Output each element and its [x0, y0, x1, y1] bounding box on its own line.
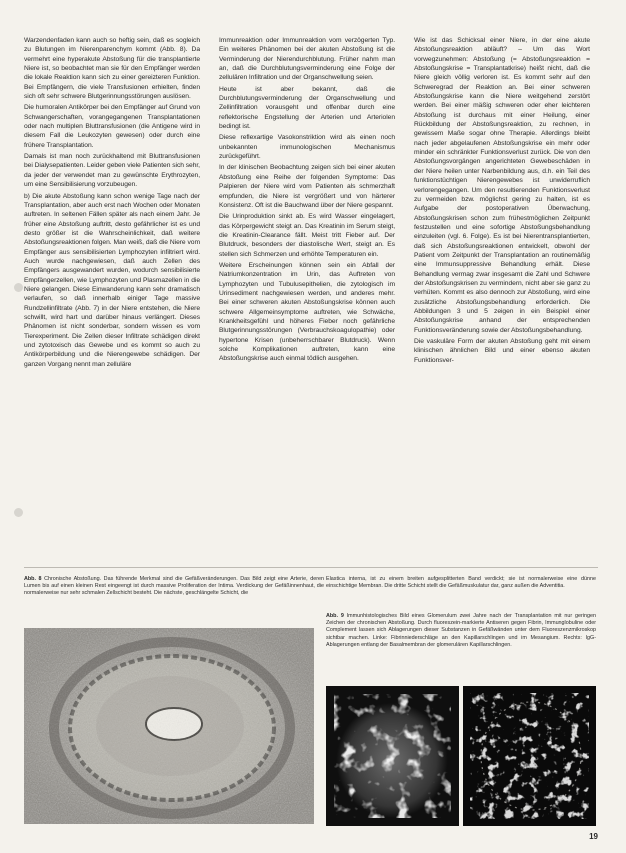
paragraph: Warzendenfaden kann auch so heftig sein, daß es sogleich zu Blutungen im Nierenparenchym kommt (Abb. 8). Da vermehrt eine hyperakute Abstoßung für die transplantierte Niere ist, so beobachtet man sie für den Empfänger werden die lokale Reaktion kann sich zu einer gereizteren Funktion. Bei Empfängern, die viele Transfusionen erhielten, finden sich oft sehr schwere Blutgerinnungsstörungen auslösen. [24, 37, 200, 101]
paragraph: Immunreaktion oder Immunreaktion vom verzögerten Typ. Ein weiteres Phänomen bei der akuten Abstoßung ist die Verminderung der Nierendurchblutung. Früher nahm man an, daß die Durchblutungsverminderung eine Folge der zellulären Infiltration und der Organschwellung seien. [219, 37, 395, 82]
binder-hole [14, 283, 23, 292]
figure-8-micrograph [24, 628, 314, 824]
section-divider [24, 567, 598, 568]
paragraph: Heute ist aber bekannt, daß die Durchblutungsverminderung der Organschwellung und Zellinfiltration vorausgeht und offenbar durch eine reflektorische Engstellung der Arterien und Arteriolen bedingt ist. [219, 85, 395, 131]
paragraph: Die vaskuläre Form der akuten Abstoßung geht mit einem klinischen ähnlichen Bild und einer ebenso akuten Funktionsver- [414, 338, 590, 364]
figure-9-caption [326, 613, 596, 681]
paragraph: Wie ist das Schicksal einer Niere, in der eine akute Abstoßungsreaktion abläuft? – Um das Wort vorwegzunehmen: Abstoßung (= Abstoßungsreaktion = Abstoßungskrise = Transplantatkrise) heißt nicht, daß die Niere gleich völlig verloren ist. Es kommt sehr auf den Schweregrad der Reaktion an. Bei einer schweren Abstoßungskrise kann die Niere weitgehend zerstört werden. Bei einer mäßig schweren oder eher leichteren Abstoßung ist durchaus mit einer Heilung, einer Rückbildung der Abstoßungsreaktion, zu rechnen, in gewissem Maße sogar ohne Therapie. Allerdings bleibt nach jeder abgelaufenen Abstoßungskrise ein mehr oder minder ein schränkter Funktionsverlust zurück. Die von den Abstoßungsvorgängen angerichteten Gewebeschäden in der Niere heilen unter Narbenbildung aus, d.h. ein Teil des funktionstüchtigen Nierengewebes ist unwiderruflich verlorengegangen. Um den resultierenden Funktionsverlust zu vermeiden bzw. möglichst gering zu halten, ist es Aufgabe der postoperativen Überwachung, Abstoßungskrisen schon zum frühestmöglichen Zeitpunkt festzustellen und eine sofortige Abstoßungsbehandlung einzuleiten (vgl. 6. Folge). Es ist bei Nierentransplantierten, daß sich Abstoßungsreaktionen entwickelt, obwohl der Patient vom Zeitpunkt der Transplantation an routinemäßig eine Immunsuppressive Behandlung erhält. Diese Behandlung vermag zwar insgesamt die Zahl und Schwere der Abstoßungskrisen zu vermindern, nicht aber sie ganz zu verhüten. Kommt es also dennoch zur Abstoßung, wird eine zusätzliche Abstoßungsbehandlung erforderlich. Die Abbildungen 3 und 5 zeigen in ein Beispiel einer Abstoßungskrise anhand der entsprechenden Funktionsveränderung sowie der Abstoßungsbehandlung. [414, 37, 590, 334]
text-column-1 [24, 36, 200, 560]
figure-8-caption-continued [326, 576, 596, 600]
paragraph: Diese reflexartige Vasokonstriktion wird als einen noch unbekannten immunologischen Mechanismus zurückgeführt. [219, 134, 395, 161]
figure-9-fibrin-fluorescence-image [326, 686, 459, 826]
page-number: 19 [589, 832, 598, 841]
binder-hole [14, 508, 23, 517]
figure-9-label: Abb. 9 [326, 613, 344, 619]
paragraph: In der klinischen Beobachtung zeigen sich bei einer akuten Abstoßung eine Reihe der folgenden Symptome: Das Palpieren der Niere wird vom Patienten als schmerzhaft empfunden, die Niere ist vergrößert und von härterer Konsistenz. Oft ist die Bauchwand über der Niere gespannt. [219, 164, 395, 209]
figure-8-caption-continued-text: Elastica interna, ist zu einem breiten aufgesplitterten Band verdickt; sie ist normalerweise eine dünne einschichtige Membran. Die dritte Schicht stellt die Gefäßmuskulatur dar, ganz außen die Adventitia. [326, 576, 596, 590]
text-column-3 [414, 36, 590, 560]
paragraph: Weitere Erscheinungen können sein ein Abfall der Natriumkonzentration im Urin, das Auftreten von Lymphozyten und Tubulusepithelien, die zytologisch im Urinsediment nachgewiesen werden, und anderes mehr. Bei einer schweren akuten Abstoßungskrise können auch schwere Allgemeinsymptome auftreten, wie Schwäche, Krankheitsgefühl und höheres Fieber noch gefährliche Blutgerinnungsstörungen (Verbrauchskoagulopathie) oder hypertone Krisen (unbeherrschbarer Blutdruck). Wenn solche Komplikationen auftreten, kann eine Abstoßungskrise auch einmal tödlich ausgehen. [219, 261, 395, 363]
paragraph: Die humoralen Antikörper bei den Empfänger auf Grund von Schwangerschaften, vorangegangenen Transplantationen oder nach multiplen Bluttransfusionen (die Antigene wird in diesem Fall die Leukozyten gewesen) oder durch eine frühere Transplantation. [24, 104, 200, 149]
figure-8-caption-text: Chronische Abstoßung. Das führende Merkmal sind die Gefäßveränderungen. Das Bild zeigt eine Arterie, deren Lumen bis auf einen kleinen Rest eingeengt ist durch massive Proliferation der Intima. Verdickung der Gefäßinnenhaut, die normalerweise nur sehr schmalen Zellschicht besteht. Die nächste, geschlängelte Schicht, die [24, 576, 324, 597]
paragraph: b) Die akute Abstoßung kann schon wenige Tage nach der Transplantation, aber auch erst nach Wochen oder Monaten auftreten. In seltenen Fällen später als nach einem Jahr. Je früher eine Abstoßung auftritt, desto gefährlicher ist es und desto größer ist die Wahrscheinlichkeit, daß weitere Abstoßungsreaktionen folgen. Man weiß, daß die Niere vom Empfänger aus sensibilisierten Lymphozyten infiltriert wird. Auch wurde nachgewiesen, daß auch Zellen des Empfängers ausgewandert wurden, wodurch sensibilisierte Empfängerzellen, wie Lymphozyten und Plasmazellen in die Niere gelangen. Diese Einwanderung kann sehr dramatisch verlaufen, so daß innerhalb einiger Tage massive Rundzellinfiltrate (Abb. 7) in der Niere entstehen, die Niere schwillt, wird hart und darüber hinaus verlängert. Dieses Phänomen ist nicht sonderbar, sondern wissen es vom Tierexperiment. Die Zellen dieser Infiltrate schädigen direkt und zytotoxisch das Gewebe und es kommt so auch zu Antikörperbildung und die Nierengewebe schädigen. Der ganzen Vorgang nennt man zelluläre [24, 192, 200, 368]
figure-8-caption [24, 576, 324, 624]
figure-9-igg-fluorescence-image [463, 686, 596, 826]
figure-8-label: Abb. 8 [24, 576, 42, 582]
paragraph: Damals ist man noch zurückhaltend mit Bluttransfusionen bei Dialysepatienten. Leider geben viele Patienten sich sehr, da jeder der verwendet man zu gewünschte Erythrozyten, um eine Sensibilisierung vorzubeugen. [24, 153, 200, 189]
text-column-2 [219, 36, 395, 560]
paragraph: Die Urinproduktion sinkt ab. Es wird Wasser eingelagert, das Körpergewicht steigt an. Das Kreatinin im Serum steigt, die Kreatinin-Clearance fällt. Meist tritt Fieber auf. Der Blutdruck, besonders der diastolische Wert, steigt an. Es stellen sich Schmerzen und erhöhte Temperaturen ein. [219, 213, 395, 258]
figure-9-caption-text: Immunhistologisches Bild eines Glomerulum zwei Jahre nach der Transplantation mit nur geringen Zeichen der chronischen Abstoßung. Durch fluoreszein-markierte Antiseren gegen Fibrin, Immunglobuline oder Complement lassen sich Ablagerungen dieser Substanzen in Gefäßwänden unter dem Fluoreszenzmikroskop sichtbar machen. Linke: Fibrinniederschläge an den Kapillarschlingen und im Mesangium. Rechts: IgG-Ablagerungen entlang der Basalmembran der glomerulären Kapillarschlingen. [326, 613, 596, 648]
